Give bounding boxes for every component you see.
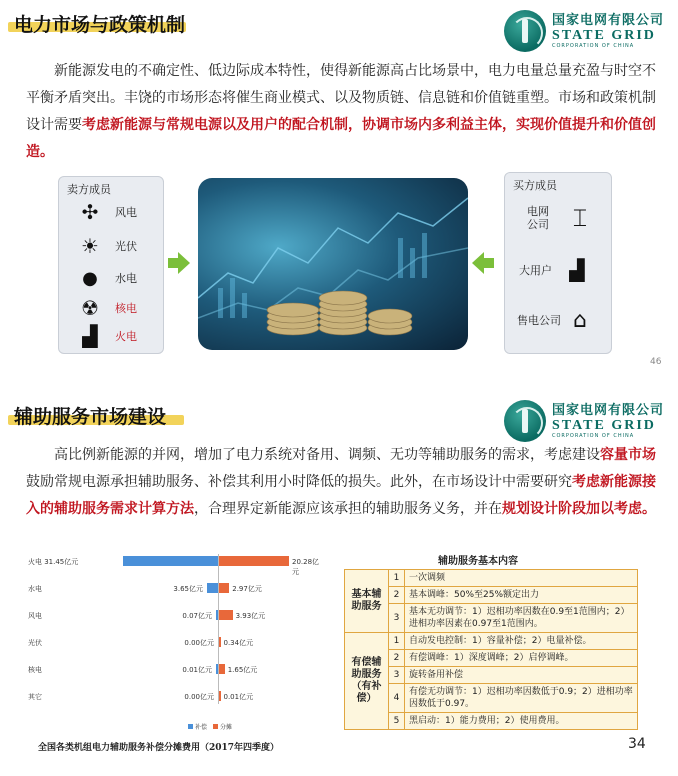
slide-title: 辅助服务市场建设 xyxy=(14,406,167,428)
bar-allocation xyxy=(219,583,229,593)
legend-swatch xyxy=(188,724,193,729)
logo-en: STATE GRID xyxy=(551,417,656,433)
logo-en: STATE GRID xyxy=(551,27,656,43)
slide-market-policy xyxy=(0,0,678,380)
sellers-panel xyxy=(58,176,164,354)
bar-compensation xyxy=(216,610,218,620)
row-number: 2 xyxy=(389,650,405,667)
value-label-allocation: 20.28亿元 xyxy=(292,558,320,576)
buyer-label: 售电公司 xyxy=(517,314,561,327)
para-text: 新能源发电的不确定性、低边际成本特性，使得新能源高占比场景中，电力电量总量充盈与时空不平衡矛盾突出。丰饶的市场形态将催生商业模式、以及物质链、信息链和价值链重塑。市场和政策机制设计需要 xyxy=(26,63,656,133)
table-row xyxy=(345,650,638,667)
bar-compensation xyxy=(216,664,218,674)
table-row xyxy=(345,633,638,650)
row-number: 1 xyxy=(389,633,405,650)
arrow-right-shaft xyxy=(168,258,178,268)
legend-swatch xyxy=(213,724,218,729)
seller-solar xyxy=(77,233,137,259)
seller-label: 光伏 xyxy=(115,240,137,253)
value-label-compensation: 0.07亿元 xyxy=(182,612,212,620)
arrow-right-icon xyxy=(178,252,190,274)
bar-compensation xyxy=(123,556,218,566)
category-label: 核电 xyxy=(28,666,42,674)
row-text: 基本无功调节：1）迟相功率因数在0.9至1范围内；2）进相功率因素在0.97至1范围内。 xyxy=(405,604,638,633)
arrow-left-shaft xyxy=(484,258,494,268)
value-label-allocation: 0.34亿元 xyxy=(223,639,254,647)
logo-cn: 国家电网有限公司 xyxy=(551,12,664,28)
seller-wind xyxy=(77,199,137,225)
value-label-compensation: 3.65亿元 xyxy=(173,585,203,593)
seller-label: 风电 xyxy=(115,206,137,219)
state-grid-emblem-icon xyxy=(504,400,546,442)
buyers-panel xyxy=(504,172,612,354)
row-text: 旋转备用补偿 xyxy=(405,667,638,684)
bar-allocation xyxy=(219,664,225,674)
seller-thermal xyxy=(77,323,137,349)
category-paid: 有偿辅助服务（有补偿） xyxy=(345,633,389,730)
wind-turbine-icon: ✣ xyxy=(81,200,99,224)
table-title: 辅助服务基本内容 xyxy=(438,556,518,567)
page-number: 46 xyxy=(650,357,662,367)
row-text: 有偿无功调节：1）迟相功率因数低于0.9；2）进相功率因数低于0.97。 xyxy=(405,684,638,713)
house-yen-icon: ⌂ xyxy=(573,307,587,333)
category-label: 风电 xyxy=(28,612,42,620)
value-label-compensation: 火电 31.45亿元 xyxy=(28,558,79,566)
row-text: 自动发电控制：1）容量补偿；2）电量补偿。 xyxy=(405,633,638,650)
buyer-label: 大用户 xyxy=(519,264,552,277)
row-text: 黑启动：1）能力费用；2）使用费用。 xyxy=(405,713,638,730)
bar-allocation xyxy=(219,556,289,566)
seller-nuclear xyxy=(77,295,137,321)
arrow-left-icon xyxy=(472,252,484,274)
category-label: 光伏 xyxy=(28,639,42,647)
chart-zero-axis xyxy=(218,554,219,704)
row-number: 5 xyxy=(389,713,405,730)
page-number: 34 xyxy=(628,736,646,752)
seller-label: 核电 xyxy=(115,302,137,315)
table-row xyxy=(345,604,638,633)
legend-label: 分摊 xyxy=(220,724,233,731)
value-label-compensation: 0.00亿元 xyxy=(184,639,214,647)
value-label-compensation: 0.01亿元 xyxy=(182,666,212,674)
row-text: 基本调峰：50%至25%额定出力 xyxy=(405,587,638,604)
seller-hydro xyxy=(77,265,137,291)
bar-compensation xyxy=(207,583,218,593)
bar-allocation xyxy=(219,637,221,647)
table-row xyxy=(345,570,638,587)
buyer-grid xyxy=(523,205,593,231)
intro-paragraph xyxy=(26,58,662,166)
intro-paragraph xyxy=(26,442,662,523)
seller-label: 火电 xyxy=(115,330,137,343)
state-grid-logo xyxy=(504,10,664,52)
row-text: 有偿调峰：1）深度调峰；2）启停调峰。 xyxy=(405,650,638,667)
finance-chart-image xyxy=(198,178,468,350)
factory-icon: ▟ xyxy=(569,258,585,282)
table-row xyxy=(345,667,638,684)
para-highlight: 考虑新能源接入的辅助服务需求计算方法 xyxy=(26,474,656,517)
value-label-allocation: 0.01亿元 xyxy=(223,693,254,701)
buyer-large-user xyxy=(519,257,590,283)
value-label-allocation: 3.93亿元 xyxy=(235,612,266,620)
sellers-title: 卖方成员 xyxy=(67,183,111,196)
buyers-title: 买方成员 xyxy=(513,179,557,192)
slide-title: 电力市场与政策机制 xyxy=(14,14,186,36)
category-basic: 基本辅助服务 xyxy=(345,570,389,633)
para-highlight: 规划设计阶段加以考虑。 xyxy=(502,501,656,517)
seller-label: 水电 xyxy=(115,272,137,285)
transmission-tower-icon: ⌶ xyxy=(572,204,588,232)
ancillary-services-table xyxy=(344,569,638,730)
row-number: 4 xyxy=(389,684,405,713)
bar-allocation xyxy=(219,610,233,620)
category-label: 水电 xyxy=(28,585,42,593)
state-grid-logo xyxy=(504,400,664,442)
row-number: 1 xyxy=(389,570,405,587)
power-plant-icon: ▟ xyxy=(82,324,98,348)
logo-sub: CORPORATION OF CHINA xyxy=(551,432,635,439)
value-label-compensation: 0.00亿元 xyxy=(184,693,214,701)
para-text: 鼓励常规电源承担辅助服务、补偿其利用小时降低的损失。此外，在市场设计中需要研究 xyxy=(26,474,572,490)
table-row xyxy=(345,587,638,604)
bar-allocation xyxy=(219,691,221,701)
row-number: 3 xyxy=(389,604,405,633)
compensation-bar-chart xyxy=(18,552,326,752)
para-text: 高比例新能源的并网，增加了电力系统对备用、调频、无功等辅助服务的需求，考虑建设 xyxy=(54,447,600,463)
value-label-allocation: 1.65亿元 xyxy=(227,666,258,674)
category-label: 其它 xyxy=(28,693,42,701)
logo-cn: 国家电网有限公司 xyxy=(551,402,664,418)
value-label-allocation: 2.97亿元 xyxy=(232,585,262,593)
chart-caption: 全国各类机组电力辅助服务补偿分摊费用（2017年四季度） xyxy=(38,743,280,753)
para-text: ，合理界定新能源应该承担的辅助服务义务，并在 xyxy=(194,501,502,517)
slide-ancillary-services xyxy=(0,392,678,776)
row-number: 3 xyxy=(389,667,405,684)
row-number: 2 xyxy=(389,587,405,604)
radiation-icon: ☢ xyxy=(81,296,99,320)
legend-label: 补偿 xyxy=(195,724,208,731)
state-grid-emblem-icon xyxy=(504,10,546,52)
para-highlight: 考虑新能源与常规电源以及用户的配合机制，协调市场内多利益主体，实现价值提升和价值创造。 xyxy=(26,117,656,160)
buyer-label: 电网 公司 xyxy=(527,205,549,231)
row-text: 一次调频 xyxy=(405,570,638,587)
table-row xyxy=(345,713,638,730)
sun-icon: ☀ xyxy=(81,234,99,258)
chart-legend xyxy=(188,722,238,731)
table-row xyxy=(345,684,638,713)
water-drop-icon: ● xyxy=(82,267,98,289)
para-highlight: 容量市场 xyxy=(600,447,656,463)
logo-sub: CORPORATION OF CHINA xyxy=(551,42,635,49)
buyer-retailer xyxy=(517,307,593,333)
